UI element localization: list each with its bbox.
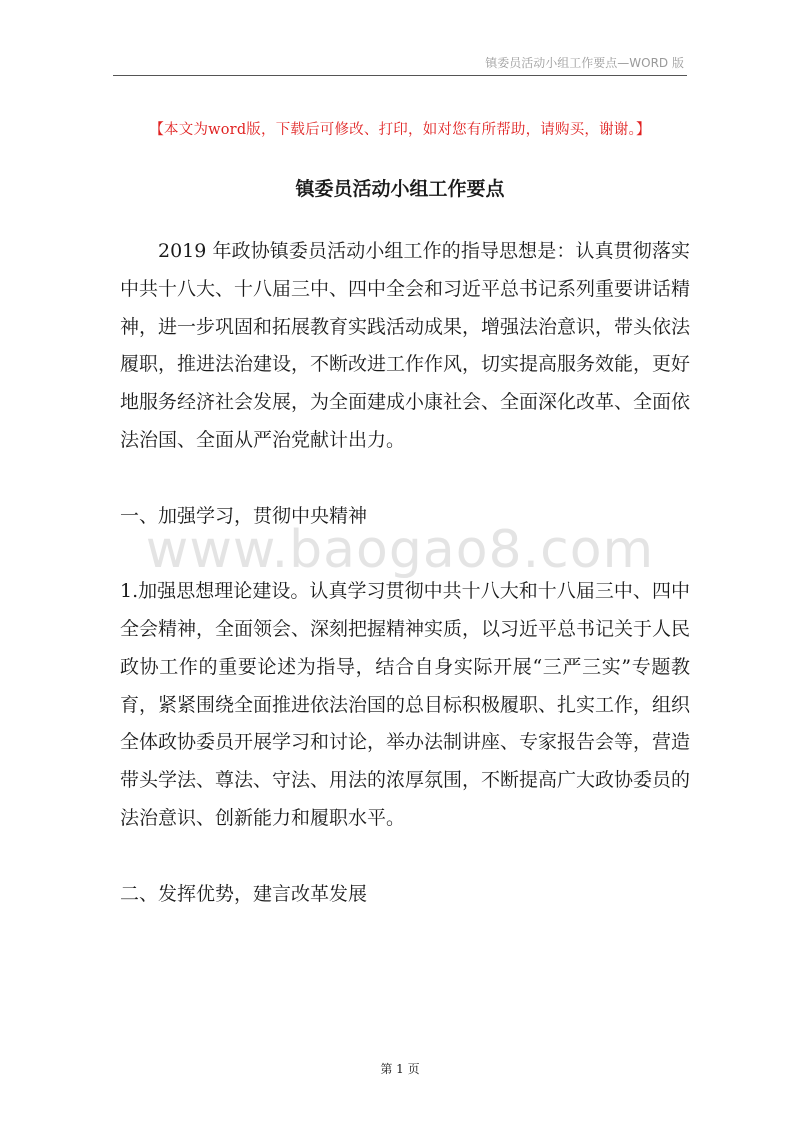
- paragraph-line: 神，进一步巩固和拓展教育实践活动成果，增强法治意识，带头依法: [120, 315, 691, 338]
- page-number: 第 1 页: [380, 1062, 420, 1076]
- running-header: 镇委员活动小组工作要点—WORD 版: [485, 56, 684, 70]
- paragraph-line: 法治国、全面从严治党献计出力。: [120, 428, 406, 451]
- section-heading-2: 二、发挥优势，建言改革发展: [120, 882, 368, 905]
- paragraph-line: 全会精神，全面领会、深刻把握精神实质，以习近平总书记关于人民: [120, 617, 691, 640]
- paragraph-line: 地服务经济社会发展，为全面建成小康社会、全面深化改革、全面依: [120, 391, 691, 414]
- paragraph-line: 育，紧紧围绕全面推进依法治国的总目标积极履职、扎实工作，组织: [120, 693, 691, 716]
- paragraph-line: 全体政协委员开展学习和讨论，举办法制讲座、专家报告会等，营造: [120, 731, 691, 754]
- paragraph-line: 履职，推进法治建设，不断改进工作作风，切实提高服务效能，更好: [120, 353, 691, 376]
- paragraph-guiding-thought: [120, 233, 690, 460]
- paragraph-line: 中共十八大、十八届三中、四中全会和习近平总书记系列重要讲话精: [120, 277, 691, 300]
- document-title: 镇委员活动小组工作要点: [295, 178, 505, 200]
- purchase-notice: 【本文为word版，下载后可修改、打印，如对您有所帮助，请购买，谢谢。】: [149, 122, 651, 138]
- section-heading-1: 一、加强学习，贯彻中央精神: [120, 504, 368, 527]
- paragraph-line: 带头学法、尊法、守法、用法的浓厚氛围，不断提高广大政协委员的: [120, 769, 691, 792]
- header-divider: [113, 75, 687, 76]
- paragraph-line: 1.加强思想理论建设。认真学习贯彻中共十八大和十八届三中、四中: [120, 580, 690, 603]
- document-body: [120, 233, 690, 913]
- paragraph-line: 法治意识、创新能力和履职水平。: [120, 806, 406, 829]
- paragraph-theory-building: [120, 573, 690, 838]
- watermark: www.baogao8.com: [145, 520, 655, 580]
- paragraph-line: 2019 年政协镇委员活动小组工作的指导思想是：认真贯彻落实: [158, 240, 690, 262]
- paragraph-line: 政协工作的重要论述为指导，结合自身实际开展“三严三实”专题教: [120, 655, 690, 678]
